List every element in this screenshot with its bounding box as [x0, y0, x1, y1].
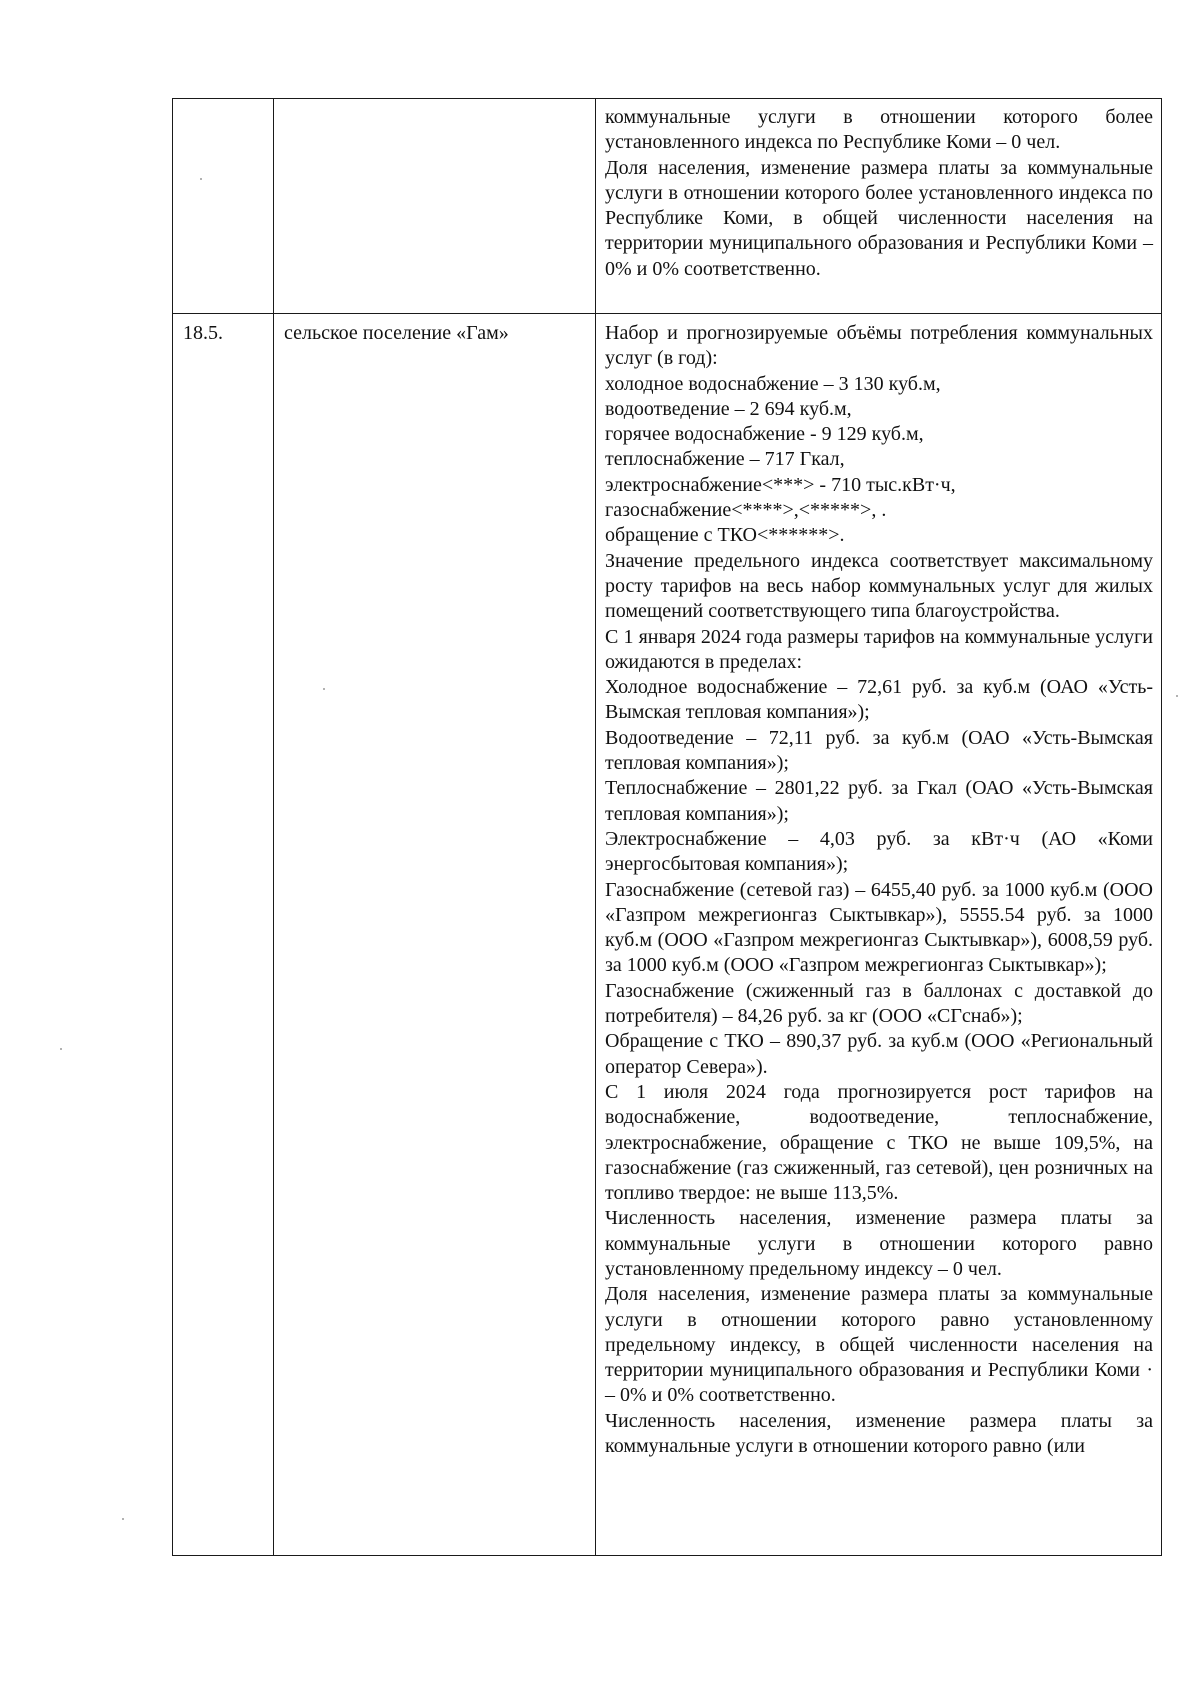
- volume-item: водоотведение – 2 694 куб.м,: [605, 397, 852, 420]
- tariffs-intro: С 1 января 2024 года размеры тарифов на коммунальные услуги ожидаются в пределах:: [605, 625, 1153, 673]
- description-cell: [596, 99, 1162, 314]
- description-cell: [596, 314, 1162, 1556]
- consumption-intro: Набор и прогнозируемые объёмы потребления коммунальных услуг (в год):: [605, 322, 1153, 370]
- population-equal-or-below-index: Численность населения, изменение размера платы за коммунальные услуги в отношении которого равно (или: [605, 1409, 1153, 1458]
- volume-item: газоснабжение<****>,<*****>, .: [605, 499, 887, 522]
- paragraph-population-above-index: коммунальные услуги в отношении которого более установленного индекса по Республике Коми – 0 чел.: [605, 106, 1153, 154]
- share-equal-index: Доля населения, изменение размера платы за коммунальные услуги в отношении которого равно установленному предельному индексу, в общей численности населения на территории муниципального образования и Республики Коми · – 0% и 0% соответственно.: [605, 1283, 1153, 1407]
- volume-item: холодное водоснабжение – 3 130 куб.м,: [605, 372, 941, 395]
- tariff-item: Электроснабжение – 4,03 руб. за кВт·ч (АО «Коми энергосбытовая компания»);: [605, 827, 1153, 876]
- tariff-item: Газоснабжение (сжиженный газ в баллонах с доставкой до потребителя) – 84,26 руб. за кг (ООО «СГснаб»);: [605, 979, 1153, 1028]
- paragraph-share-above-index: Доля населения, изменение размера платы за коммунальные услуги в отношении которого более установленного индекса по Республике Коми, в общей численности населения на территории муниципального образования и Республики Коми – 0% и 0% соответственно.: [605, 156, 1153, 280]
- table-row: [173, 99, 1162, 314]
- scan-speck: [1176, 695, 1178, 697]
- tariff-item: Холодное водоснабжение – 72,61 руб. за куб.м (ОАО «Усть-Вымская тепловая компания»);: [605, 676, 1153, 724]
- municipality-name-cell: [274, 314, 596, 1556]
- scan-speck: [323, 688, 325, 690]
- municipality-name: сельское поселение «Гам»: [284, 322, 509, 344]
- tariff-item: Водоотведение – 72,11 руб. за куб.м (ОАО «Усть-Вымская тепловая компания»);: [605, 726, 1153, 775]
- volume-item: электроснабжение<***> - 710 тыс.кВт·ч,: [605, 473, 956, 496]
- municipality-name: [274, 99, 595, 106]
- scan-speck: [122, 1518, 124, 1520]
- scan-speck: [200, 178, 202, 180]
- row-number-cell: [173, 99, 274, 314]
- row-number: [173, 99, 273, 106]
- table-row: [173, 314, 1162, 1556]
- municipality-name-cell: [274, 99, 596, 314]
- tariff-table: [172, 98, 1162, 1556]
- volume-item: горячее водоснабжение - 9 129 куб.м,: [605, 423, 924, 446]
- volume-item: теплоснабжение – 717 Гкал,: [605, 448, 845, 471]
- row-number-cell: [173, 314, 274, 1556]
- scan-speck: [60, 1048, 62, 1050]
- july-growth-paragraph: С 1 июля 2024 года прогнозируется рост тарифов на водоснабжение, водоотведение, теплоснабжение, электроснабжение, обращение с ТКО не выше 109,5%, на газоснабжение (газ сжиженный, газ сетевой), цен розничных на топливо твердое: не выше 113,5%.: [605, 1080, 1153, 1205]
- volume-item: обращение с ТКО<******>.: [605, 524, 845, 547]
- tariff-item: Теплоснабжение – 2801,22 руб. за Гкал (ОАО «Усть-Вымская тепловая компания»);: [605, 777, 1153, 825]
- index-note: Значение предельного индекса соответствует максимальному росту тарифов на весь набор коммунальных услуг для жилых помещений соответствующего типа благоустройства.: [605, 549, 1153, 623]
- row-number: 18.5.: [183, 322, 223, 344]
- population-equal-index: Численность населения, изменение размера платы за коммунальные услуги в отношении которого равно установленному предельному индексу – 0 чел.: [605, 1207, 1153, 1280]
- tariff-item: Газоснабжение (сетевой газ) – 6455,40 руб. за 1000 куб.м (ООО «Газпром межрегионгаз Сыктывкар»), 5555.54 руб. за 1000 куб.м (ООО «Газпром межрегионгаз Сыктывкар»), 6008,59 руб. за 1000 куб.м (ООО «Газпром межрегионгаз Сыктывкар»);: [605, 878, 1153, 977]
- tariff-item: Обращение с ТКО – 890,37 руб. за куб.м (ООО «Региональный оператор Севера»).: [605, 1030, 1153, 1078]
